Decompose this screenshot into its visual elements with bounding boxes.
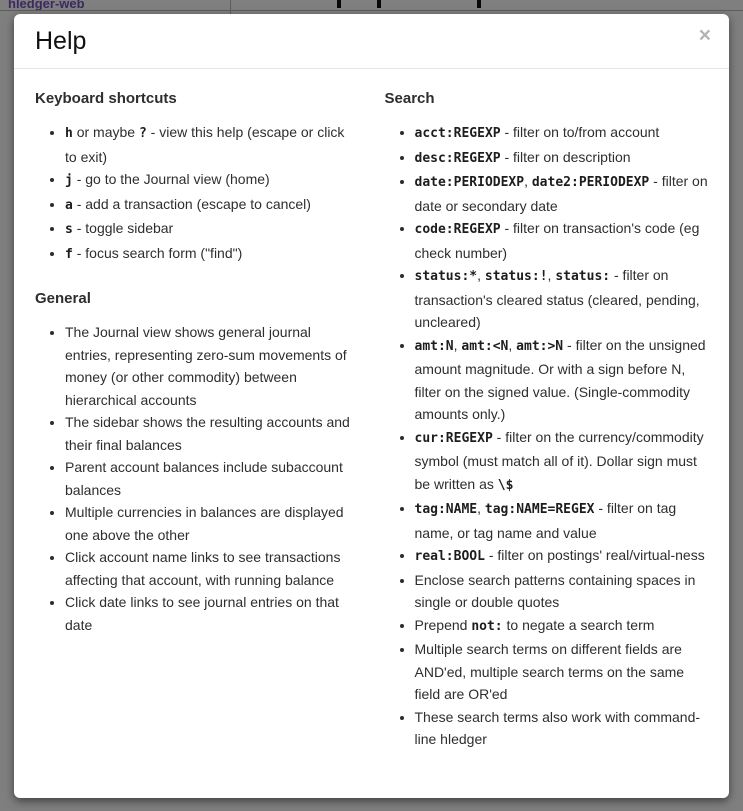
list-item: • The Journal view shows general journal entries, representing zero-sum movements of money (or other commodity) between hierarchical accounts [65, 321, 359, 411]
list-item: • Multiple search terms on different fields are AND'ed, multiple search terms on the same field are OR'ed [415, 638, 709, 706]
list-item: • cur:REGEXP - filter on the currency/commodity symbol (must match all of it). Dollar sign must be written as \$ [415, 426, 709, 498]
list-item: • These search terms also work with command-line hledger [415, 706, 709, 751]
list-item: • Parent account balances include subaccount balances [65, 456, 359, 501]
section-list [385, 121, 709, 751]
code-term: not: [471, 618, 503, 634]
list-item: • desc:REGEXP - filter on description [415, 146, 709, 171]
code-term: status:! [484, 269, 548, 284]
list-item: • acct:REGEXP - filter on to/from account [415, 121, 709, 146]
list-item: • s - toggle sidebar [65, 217, 359, 242]
code-term: f [65, 246, 73, 262]
help-modal [14, 14, 729, 798]
section-list [35, 121, 359, 266]
list-item: • tag:NAME, tag:NAME=REGEX - filter on tag name, or tag name and value [415, 497, 709, 544]
list-item: • amt:N, amt:<N, amt:>N - filter on the unsigned amount magnitude. Or with a sign before N, filter on the signed value. (Single-commodity amounts only.) [415, 334, 709, 426]
code-term: amt:>N [516, 338, 564, 354]
help-column-left [35, 90, 359, 773]
list-item: • Prepend not: to negate a search term [415, 614, 709, 639]
list-item: • j - go to the Journal view (home) [65, 168, 359, 193]
list-item: • Click date links to see journal entries on that date [65, 591, 359, 636]
list-item: • f - focus search form ("find") [65, 242, 359, 267]
section-list [35, 321, 359, 636]
code-term: j [65, 173, 73, 188]
list-item: • real:BOOL - filter on postings' real/virtual-ness [415, 544, 709, 569]
list-item: • Multiple currencies in balances are displayed one above the other [65, 501, 359, 546]
list-item: • Click account name links to see transactions affecting that account, with running balance [65, 546, 359, 591]
code-term: acct:REGEXP [414, 126, 501, 141]
code-term: amt:N [414, 338, 454, 354]
code-term: cur:REGEXP [414, 430, 493, 446]
section-heading: Keyboard shortcuts [35, 90, 177, 107]
code-term: tag:NAME [414, 502, 478, 517]
code-term: h [65, 126, 73, 141]
code-term: tag:NAME=REGEX [484, 502, 595, 517]
section-heading: Search [384, 90, 435, 107]
list-item: • a - add a transaction (escape to cancel) [65, 193, 359, 218]
code-term: date:PERIODEXP [414, 175, 525, 190]
code-term: s [65, 222, 73, 237]
code-term: status:* [414, 269, 478, 284]
help-column-right [385, 90, 709, 773]
code-term: ? [138, 126, 147, 141]
list-item: • date:PERIODEXP, date2:PERIODEXP - filter on date or secondary date [415, 170, 709, 217]
list-item: • status:*, status:!, status: - filter on transaction's cleared status (cleared, pending, uncleared) [415, 264, 709, 334]
modal-header [14, 14, 729, 69]
code-term: \$ [497, 477, 514, 493]
list-item: • Enclose search patterns containing spaces in single or double quotes [415, 569, 709, 614]
code-term: amt:<N [461, 338, 509, 354]
list-item: • code:REGEXP - filter on transaction's code (eg check number) [415, 217, 709, 264]
modal-body [14, 69, 729, 773]
section-heading: General [35, 290, 91, 307]
close-icon[interactable]: × [698, 24, 711, 47]
code-term: a [65, 197, 73, 213]
code-term: status: [555, 269, 611, 284]
list-item: • h or maybe ? - view this help (escape or click to exit) [65, 121, 359, 168]
code-term: desc:REGEXP [414, 150, 501, 166]
code-term: date2:PERIODEXP [531, 175, 650, 190]
modal-title: Help [35, 27, 87, 55]
code-term: real:BOOL [414, 549, 485, 564]
list-item: • The sidebar shows the resulting accounts and their final balances [65, 411, 359, 456]
code-term: code:REGEXP [414, 222, 501, 237]
